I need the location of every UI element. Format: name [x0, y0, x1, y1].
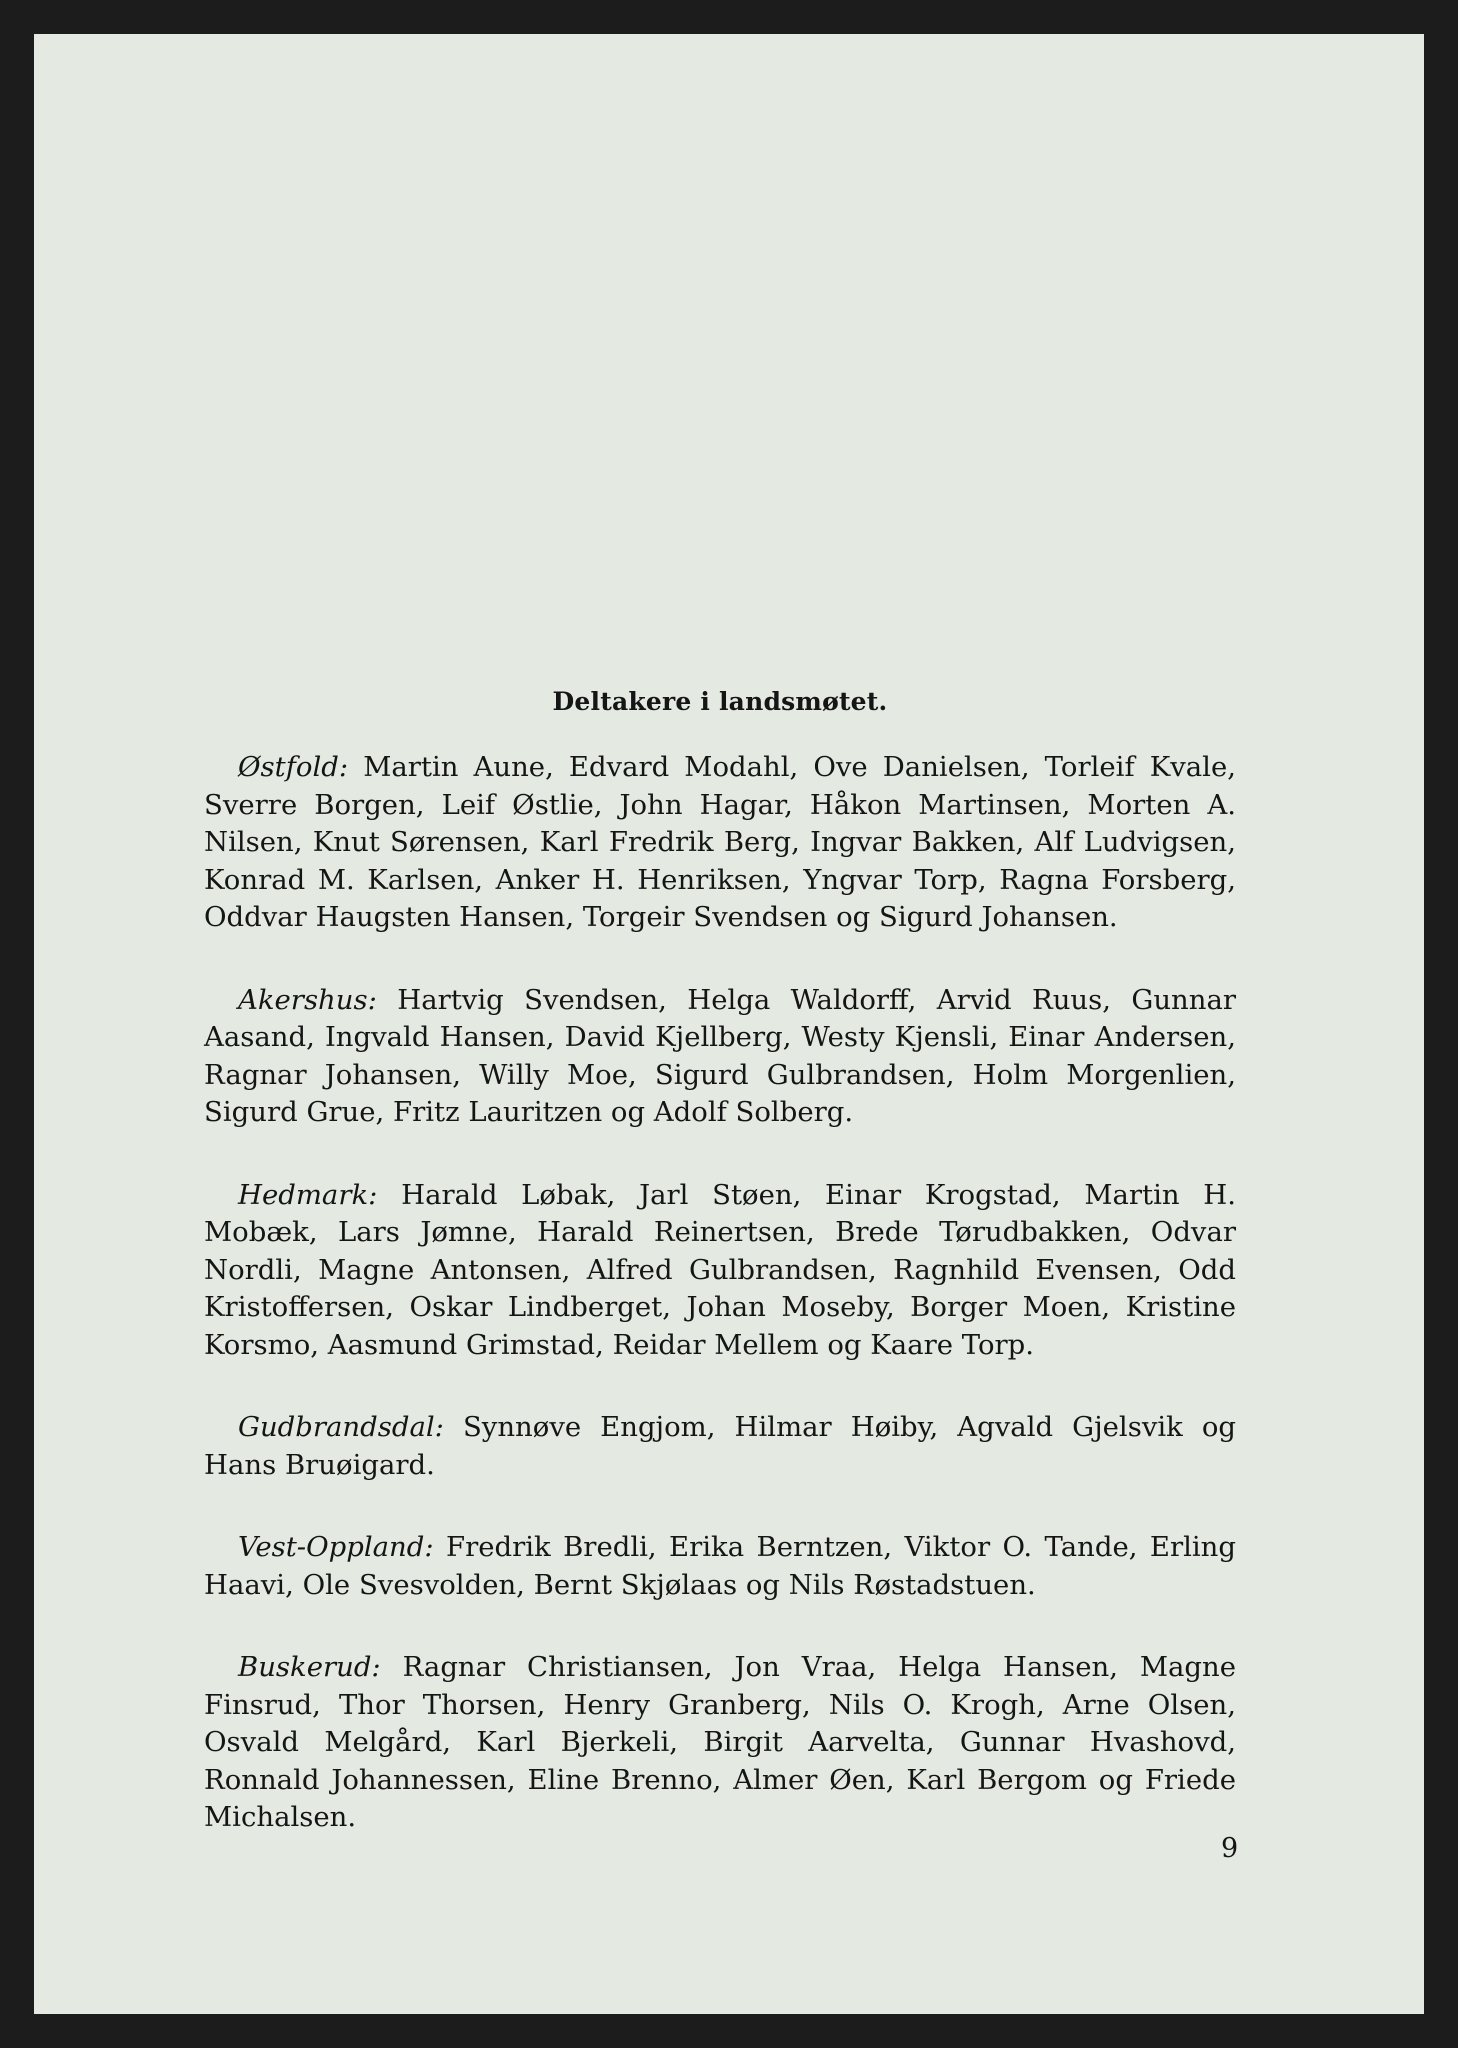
- region-paragraph-hedmark: [204, 1177, 1236, 1365]
- region-label: Vest-Oppland:: [238, 1531, 434, 1563]
- region-label: Buskerud:: [238, 1651, 381, 1683]
- region-paragraph-ostfold: [204, 749, 1236, 937]
- section-heading: Deltakere i landsmøtet.: [552, 687, 888, 716]
- region-paragraph-vest-oppland: [204, 1529, 1236, 1604]
- region-paragraph-buskerud: [204, 1649, 1236, 1837]
- region-names: Synnøve Engjom, Hilmar Høiby, Agvald Gjelsvik og Hans Bruøigard.: [204, 1411, 1237, 1481]
- page-number: 9: [1221, 1833, 1239, 1864]
- page-content: [204, 687, 1239, 1882]
- region-names: Harald Løbak, Jarl Støen, Einar Krogstad, Martin H. Mobæk, Lars Jømne, Harald Reinertsen, Brede Tørudbakken, Odvar Nordli, Magne Antonsen, Alfred Gulbrandsen, Ragnhild Evensen, Odd Kristoffersen, Oskar Lindberget, Johan Moseby, Borger Moen, Kristine Korsmo, Aasmund Grimstad, Reidar Mellem og Kaare Torp.: [204, 1178, 1237, 1361]
- region-paragraph-gudbrandsdal: [204, 1409, 1236, 1484]
- region-label: Hedmark:: [238, 1178, 378, 1211]
- region-names: Fredrik Bredli, Erika Berntzen, Viktor O. Tande, Erling Haavi, Ole Svesvolden, Bernt Skjølaas og Nils Røstadstuen.: [204, 1531, 1236, 1601]
- region-names: Martin Aune, Edvard Modahl, Ove Danielsen, Torleif Kvale, Sverre Borgen, Leif Østlie, John Hagar, Håkon Martinsen, Morten A. Nilsen, Knut Sørensen, Karl Fredrik Berg, Ingvar Bakken, Alf Ludvigsen, Konrad M. Karlsen, Anker H. Henriksen, Yngvar Torp, Ragna Forsberg, Oddvar Haugsten Hansen, Torgeir Svendsen og Sigurd Johansen.: [204, 751, 1236, 933]
- region-names: Ragnar Christiansen, Jon Vraa, Helga Hansen, Magne Finsrud, Thor Thorsen, Henry Granberg, Nils O. Krogh, Arne Olsen, Osvald Melgård, Karl Bjerkeli, Birgit Aarvelta, Gunnar Hvashovd, Ronnald Johannessen, Eline Brenno, Almer Øen, Karl Bergom og Friede Michalsen.: [204, 1651, 1236, 1833]
- document-page: [34, 34, 1424, 2014]
- region-paragraph-akershus: [204, 982, 1236, 1132]
- region-label: Akershus:: [238, 983, 377, 1016]
- region-label: Østfold:: [238, 751, 349, 783]
- region-label: Gudbrandsdal:: [238, 1411, 444, 1443]
- region-names: Hartvig Svendsen, Helga Waldorff, Arvid Ruus, Gunnar Aasand, Ingvald Hansen, David Kjellberg, Westy Kjensli, Einar Andersen, Ragnar Johansen, Willy Moe, Sigurd Gulbrandsen, Holm Morgenlien, Sigurd Grue, Fritz Lauritzen og Adolf Solberg.: [204, 983, 1237, 1128]
